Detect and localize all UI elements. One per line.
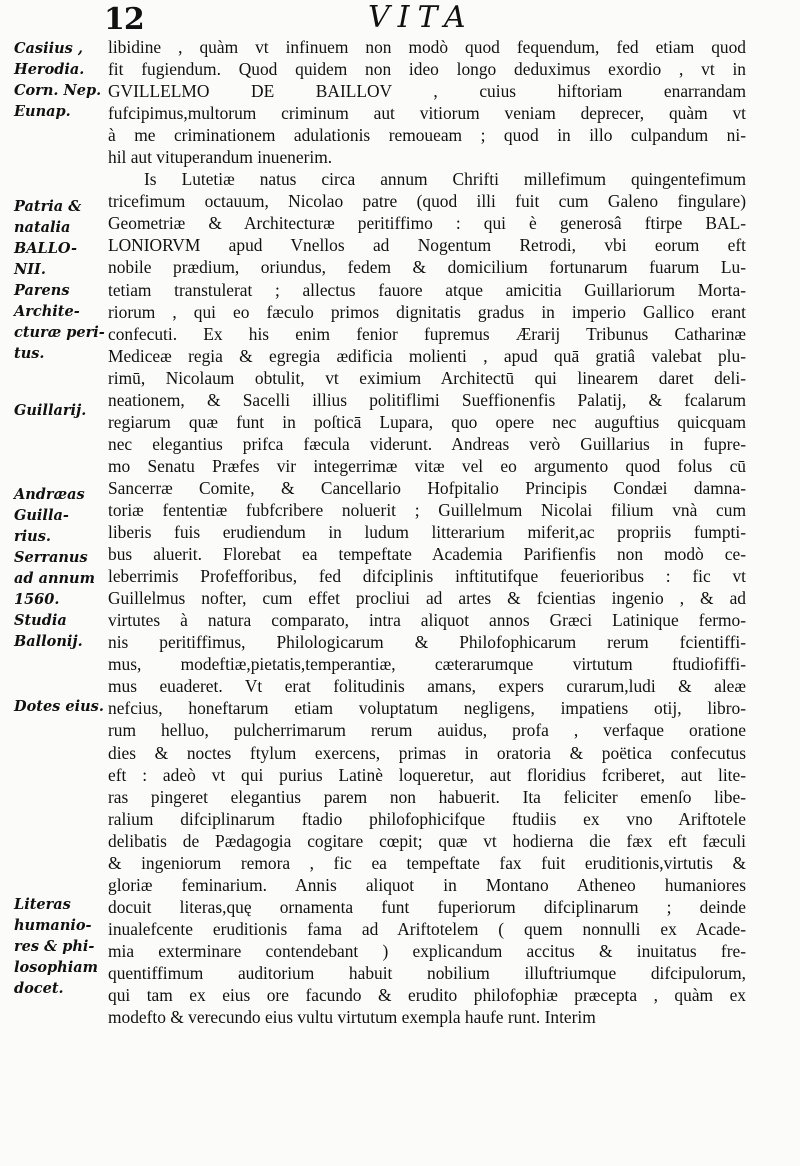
text-line: LONIORVM apud Vnellos ad Nogentum Retrodi, vbi eorum eft <box>108 235 746 256</box>
text-line: nefcius, honeftarum etiam voluptatum negligens, impatiens otij, libro- <box>108 698 746 719</box>
text-line: nis peritiffimus, Philologicarum & Philofophicarum rerum fcientiffi- <box>108 632 746 653</box>
text-line: mus, modeftiæ,pietatis,temperantiæ, cæterarumque virtutum ftudiofiffi- <box>108 654 746 675</box>
text-line: neationem, & Sacelli illius politiflimi Sueffionenfis Palatij, & fcalarum <box>108 389 746 410</box>
margin-note-sources: Casiius , Herodia. Corn. Nep. Eunap. <box>14 40 102 120</box>
text-line: Sancerræ Comite, & Cancellario Hofpitalio Principis Condæi damna- <box>108 477 746 498</box>
text-line: rum helluo, pulcherrimarum rerum auidus, profa , verfaque oratione <box>108 720 746 741</box>
text-line: virtutes à natura comparato, intra aliquot annos Græci Latinique fermo- <box>108 610 746 631</box>
text-line: regiarum quæ funt in poſticā Lupara, quo opere nec auguftius quicquam <box>108 411 746 432</box>
margin-note-guillarij: Guillarij. <box>14 402 87 419</box>
text-line: gloriæ feminarium. Annis aliquot in Montano Atheneo humaniores <box>108 874 746 895</box>
page-number: 12 <box>104 2 144 37</box>
text-line: Guillelmus nofter, cum effet procliui ad artes & fcientias ingenio , & ad <box>108 588 746 609</box>
text-line: fufcipimus,multorum criminum aut vitiorum veniam deprecer, quàm vt <box>108 103 746 124</box>
text-line: Is Lutetiæ natus circa annum Chrifti millefimum quingentefimum <box>144 169 746 190</box>
margin-note-dotes: Dotes eius. <box>14 698 104 715</box>
text-line: mia exterminare contendebant ) explicandum accitus & inuitatus fre- <box>108 940 746 961</box>
text-line: toriæ fententiæ fubfcribere noluerit ; Guillelmum Nicolai filium vnà cum <box>108 499 746 520</box>
text-line: nec elegantius prifca fæcula viderunt. Andreas verò Guillarius in fupre- <box>108 433 746 454</box>
text-line: fit fugiendum. Quod quidem non ideo longo deduximus exordio , vt in <box>108 59 746 80</box>
margin-note-patria: Patria & natalia BALLO- NII. Parens Archite- cturæ peri- tus. <box>14 198 105 362</box>
text-line: riorum , qui eo fæculo primos dignitatis gradus in imperio Gallico erant <box>108 301 746 322</box>
text-line: & ingeniorum remora , fic ea tempeftate fax fuit eruditionis,virtutis & <box>108 852 746 873</box>
text-line: liberis fuis erudiendum in ludum litterarium miferit,ac propriis fumpti- <box>108 522 746 543</box>
text-line: dies & noctes ftylum exercens, primas in oratoria & poëtica confecutus <box>108 742 746 763</box>
text-line: Geometriæ & Architecturæ peritiffimo : qui è generosâ ftirpe BAL- <box>108 213 746 234</box>
text-line: ras pingeret elegantius parem non habuerit. Ita feliciter emenſo libe- <box>108 786 746 807</box>
text-line: mus euaderet. Vt erat folitudinis amans, expers curarum,ludi & aleæ <box>108 676 746 697</box>
text-line: rimū, Nicolaum obtulit, vt eximium Architectū qui linearem daret deli- <box>108 367 746 388</box>
text-line: inualefcente eruditionis fama ad Ariftotelem ( quem nonnulli ex Acade- <box>108 918 746 939</box>
margin-note-andreas: Andræas Guilla- rius. Serranus ad annum 1560. Studia Ballonij. <box>14 486 95 650</box>
text-line: mo Senatu Præfes vir integerrimæ vitæ vel eo argumento quod folus cū <box>108 455 746 476</box>
text-line: qui tam ex eius ore facundo & erudito philofophiæ præcepta , quàm ex <box>108 985 746 1006</box>
text-line: ralium difciplinarum ftadio philofophicifque ftudiis ex vno Ariftotele <box>108 808 746 829</box>
text-line: docuit literas,quę ornamenta funt fuperiorum difciplinarum ; deinde <box>108 896 746 917</box>
text-line: confecuti. Ex his enim fenior fupremus Ærarij Tribunus Catharinæ <box>108 323 746 344</box>
text-line: nobile prædium, oriundus, fedem & domicilium fortunarum fuarum Lu- <box>108 257 746 278</box>
text-line: bus aluerit. Florebat ea tempeftate Academia Parifienfis non modò ce- <box>108 544 746 565</box>
text-line: Mediceæ regia & egregia ædificia molienti , apud quā gratiâ valebat plu- <box>108 345 746 366</box>
margin-note-literas: Literas humanio- res & phi- losophiam docet. <box>14 896 98 997</box>
text-line: tricefimum octauum, Nicolao patre (quod illi fuit cum Galeno fingulare) <box>108 191 746 212</box>
text-line: delibatis de Pædagogia cogitare cœpit; quæ vt hodierna die fæx eft fæculi <box>108 830 746 851</box>
text-line: leberrimis Profefforibus, fed difciplinis inftitutifque feuerioribus : fic vt <box>108 566 746 587</box>
text-line: à me criminationem adulationis remoueam ; quod in illo culpandum ni- <box>108 125 746 146</box>
running-head: VITA <box>368 0 474 35</box>
text-line: eft : adeò vt qui purius Latinè loqueretur, aut floridius fcriberet, aut lite- <box>108 764 746 785</box>
text-line: tetiam transtulerat ; allectus fauore atque amicitia Guillariorum Morta- <box>108 279 746 300</box>
text-line: GVILLELMO DE BAILLOV , cuius hiftoriam enarrandam <box>108 81 746 102</box>
body-text <box>108 36 746 1028</box>
text-line: libidine , quàm vt infinuem non modò quod fequendum, fed etiam quod <box>108 37 746 57</box>
text-line: hil aut vituperandum inuenerim. <box>108 147 333 168</box>
text-line: quentiffimum auditorium habuit nobilium illuftriumque difcipulorum, <box>108 962 746 983</box>
text-line: modefto & verecundo eius vultu virtutum exempla haufe runt. Interim <box>108 1007 596 1028</box>
